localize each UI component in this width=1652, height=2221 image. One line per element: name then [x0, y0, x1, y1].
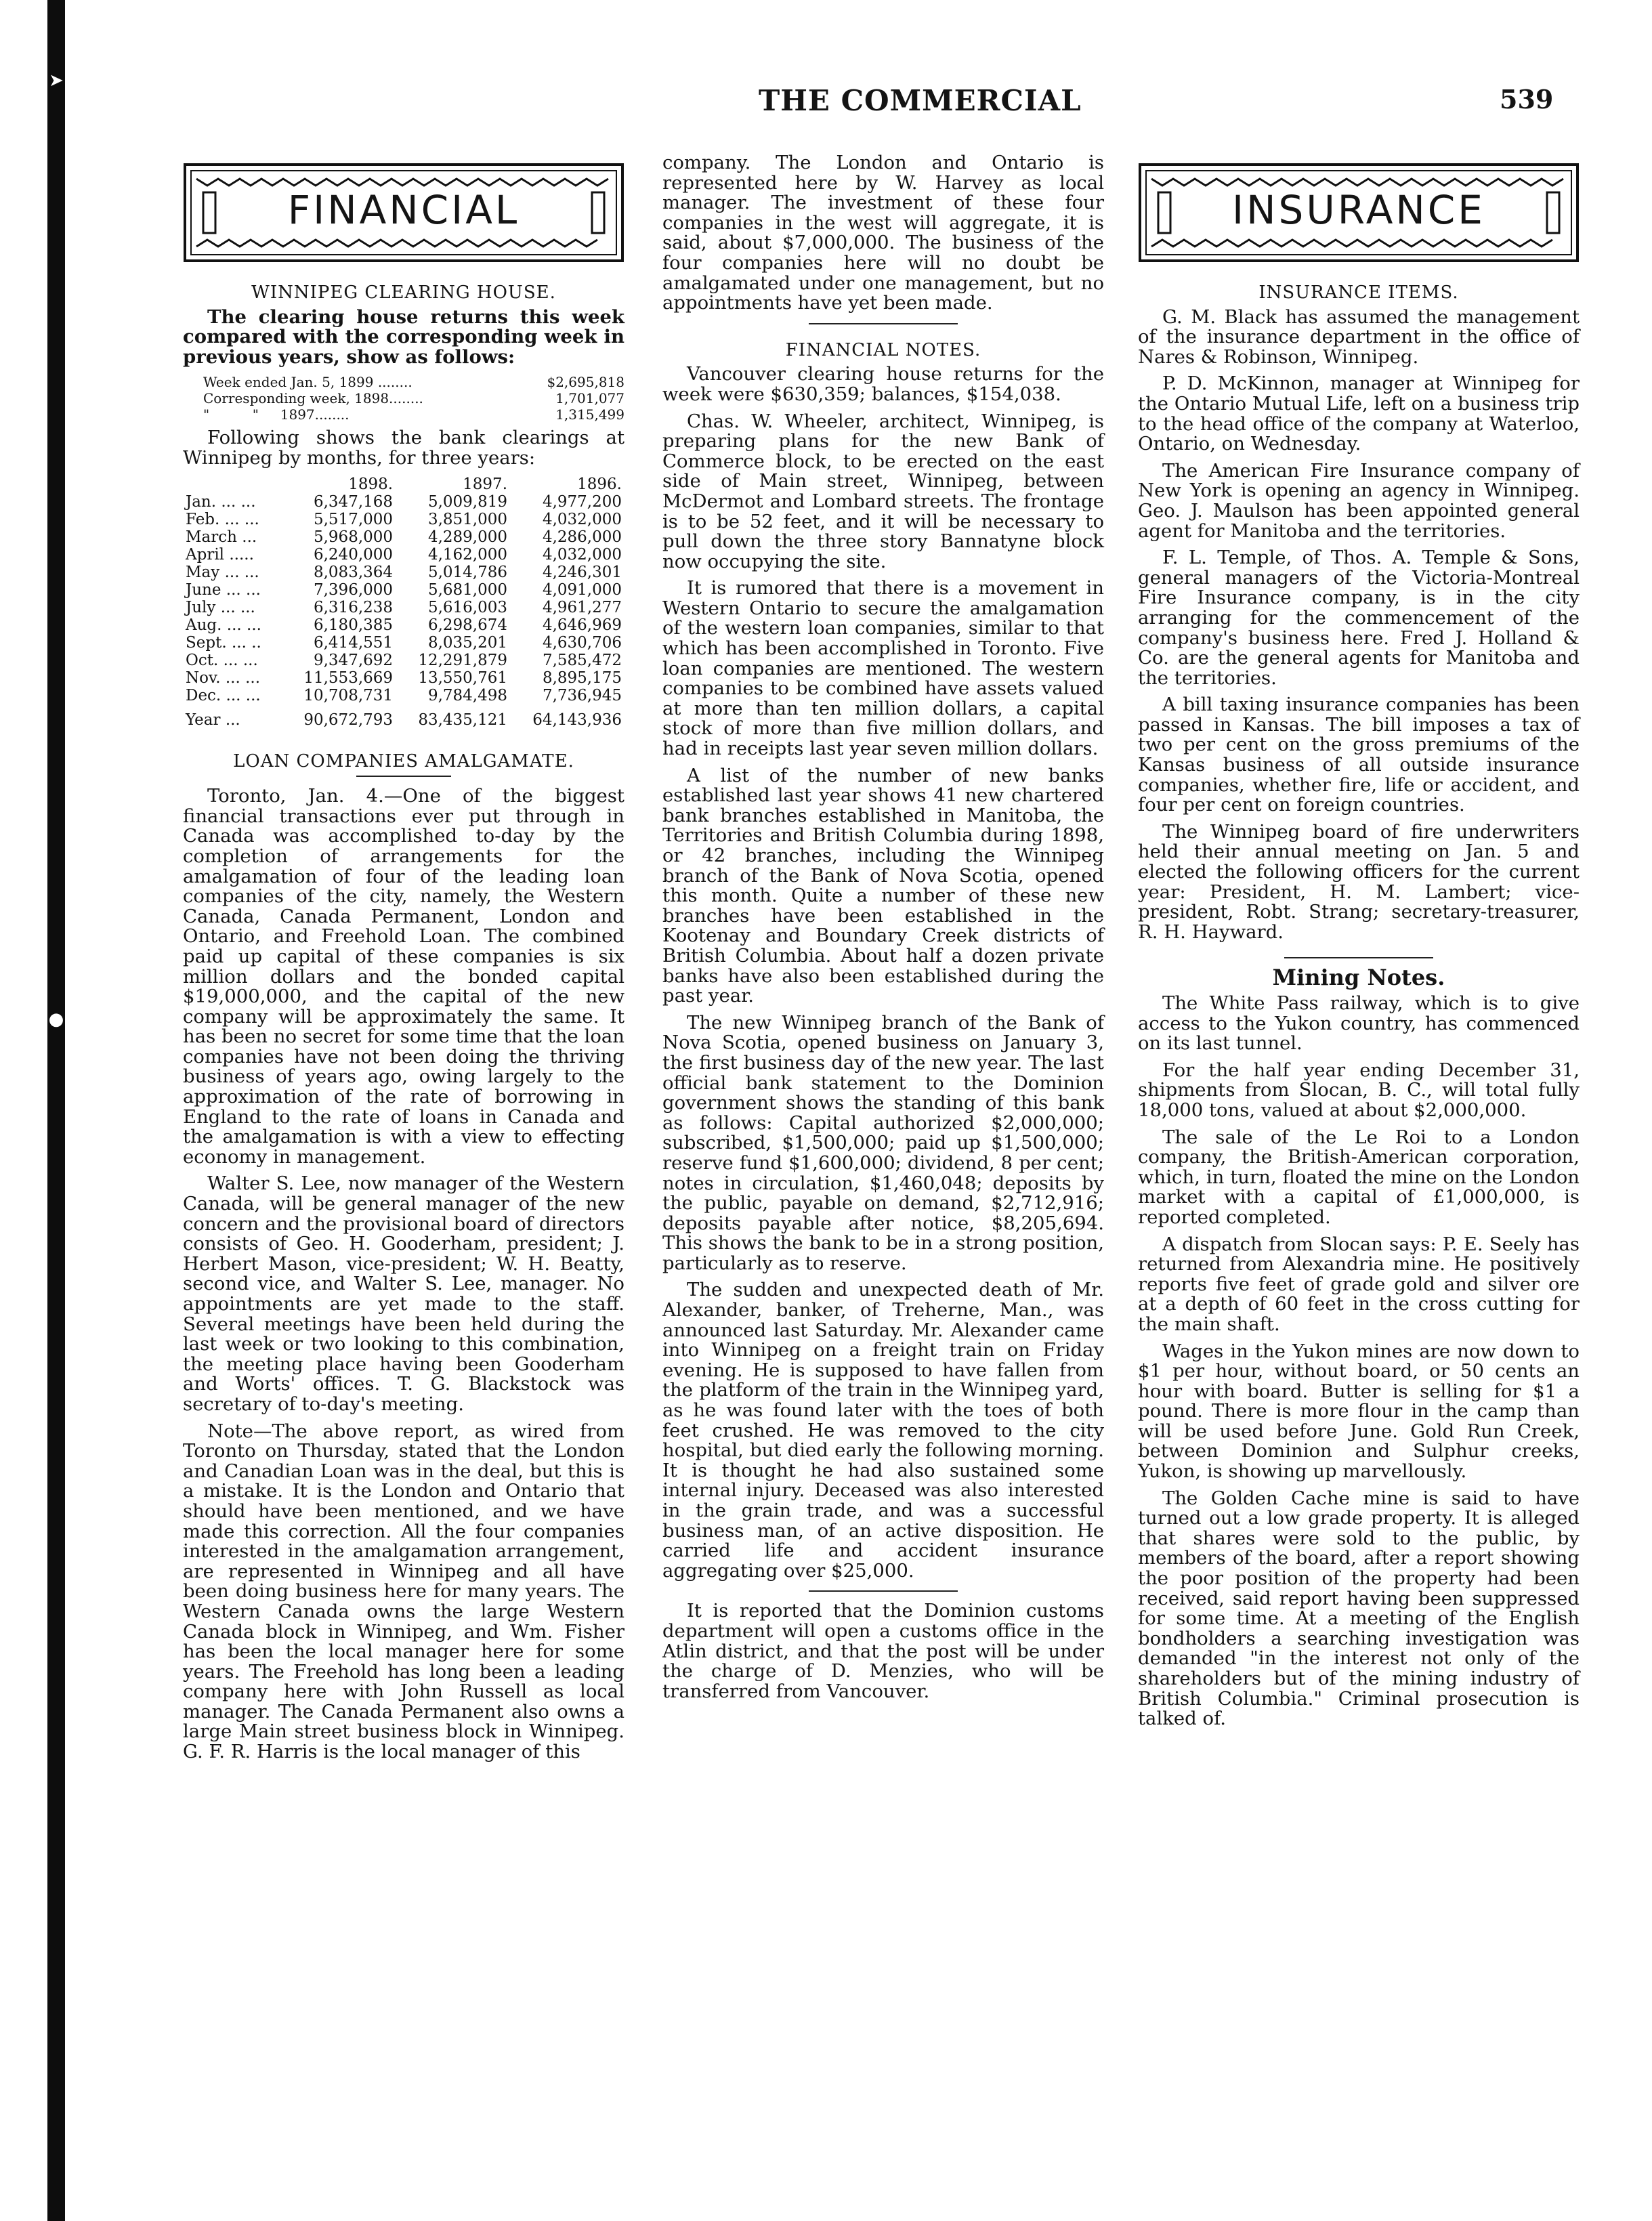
- mining-paragraph: Wages in the Yukon mines are now down to $1 per hour, without board, or 50 cents an hour with board. Butter is selling for $1 a pound. There is more flour in the camp than will be used before June. Gold Run Creek, between Dominion and Sulphur creeks, Yukon, is showing up marvellously.: [1138, 1340, 1580, 1483]
- column-3: [1138, 150, 1580, 1736]
- week-value: $2,695,818: [547, 374, 624, 391]
- table-row: [183, 546, 624, 564]
- column-1: [183, 150, 624, 1769]
- value-1898-cell: 5,517,000: [313, 510, 394, 528]
- total-label-cell: Year ...: [186, 711, 240, 729]
- value-1898-cell: 6,347,168: [313, 492, 394, 511]
- table-row: [183, 616, 624, 634]
- total-1898-cell: 90,672,793: [303, 711, 394, 729]
- financial-note-paragraph: Vancouver clearing house returns for the week were $630,359; balances, $154,038.: [662, 363, 1104, 405]
- value-1898-cell: 11,553,669: [303, 669, 394, 687]
- mining-paragraph: A dispatch from Slocan says: P. E. Seely has returned from Alexandria mine. He positively reports five feet of grade gold and silver ore at a depth of 60 feet in the cross cutting for the main shaft.: [1138, 1233, 1580, 1335]
- spine-dot-icon: ●: [48, 1009, 64, 1030]
- value-1896-cell: 4,961,277: [542, 598, 622, 616]
- mining-paragraph: The White Pass railway, which is to give access to the Yukon country, has commenced on its last tunnel.: [1138, 992, 1580, 1055]
- spine-arrow-icon: ➤: [49, 70, 64, 91]
- table-row: [183, 493, 624, 511]
- value-1897-cell: 13,550,761: [418, 669, 508, 687]
- insurance-paragraph: P. D. McKinnon, manager at Winnipeg for the Ontario Mutual Life, left on a business trip to the head office of the company at Waterloo, Ontario, on Wednesday.: [1138, 373, 1580, 455]
- weekly-clearings: [203, 374, 624, 423]
- insurance-banner-title: INSURANCE: [1232, 187, 1485, 233]
- divider: [809, 1590, 958, 1592]
- insurance-items-heading: INSURANCE ITEMS.: [1258, 282, 1459, 303]
- divider: [356, 776, 451, 777]
- month-cell: Dec. ... ...: [186, 686, 261, 704]
- value-1898-cell: 6,414,551: [313, 633, 394, 652]
- mining-paragraph: For the half year ending December 31, shipments from Slocan, B. C., will total fully 18,000 tons, valued at about $2,000,000.: [1138, 1059, 1580, 1121]
- value-1897-cell: 5,616,003: [427, 598, 508, 616]
- value-1897-cell: 6,298,674: [427, 616, 508, 634]
- loan-paragraph-continued: company. The London and Ontario is represented here by W. Harvey as local manager. The investment of these four companies in the west will aggregate, it is said, about $7,000,000. The business of the four companies here will no doubt be amalgamated under one management, but no appointments have yet been made.: [662, 152, 1104, 314]
- value-1897-cell: 12,291,879: [418, 651, 508, 669]
- value-1896-cell: 4,977,200: [542, 492, 622, 511]
- table-row: [183, 528, 624, 546]
- week-label: " " 1897........: [203, 406, 350, 423]
- divider: [809, 323, 958, 324]
- weekly-row: [203, 374, 624, 390]
- insurance-banner: [1138, 163, 1580, 263]
- table-row: [183, 634, 624, 652]
- value-1898-cell: 6,240,000: [313, 545, 394, 564]
- month-cell: July ... ...: [186, 598, 255, 616]
- mining-paragraph: The Golden Cache mine is said to have turned out a low grade property. It is alleged that shares were sold to the public, by members of the board, after a report showing the poor position of the property had been received, said report having been suppressed for some time. At a meeting of the English bondholders a searching investigation was demanded "in the interest not only of the shareholders but of the mining industry of British Columbia." Criminal prosecution is talked of.: [1138, 1487, 1580, 1730]
- value-1896-cell: 7,736,945: [542, 686, 622, 704]
- value-1897-cell: 5,681,000: [427, 580, 508, 599]
- value-1898-cell: 7,396,000: [313, 580, 394, 599]
- value-1897-cell: 9,784,498: [427, 686, 508, 704]
- weekly-row: [203, 390, 624, 406]
- table-total-row: [183, 704, 624, 729]
- value-1896-cell: 4,246,301: [542, 563, 622, 581]
- monthly-clearings-intro: Following shows the bank clearings at Winnipeg by months, for three years:: [183, 427, 624, 469]
- journal-title: THE COMMERCIAL: [759, 84, 1082, 117]
- week-value: 1,315,499: [555, 406, 624, 423]
- weekly-row: [203, 406, 624, 423]
- table-row: [183, 564, 624, 581]
- loan-paragraph: Walter S. Lee, now manager of the Western Canada, will be general manager of the new concern and the provisional board of directors consists of Geo. H. Gooderham, president; J. Herbert Mason, vice-president; W. H. Beatty, second vice, and Walter S. Lee, manager. No appointments are yet made to the staff. Several meetings have been held during the last week or two looking to this combination, the meeting place having been Gooderham and Worts' offices. T. G. Blackstock was secretary of to-day's meeting.: [183, 1172, 624, 1415]
- value-1896-cell: 4,646,969: [542, 616, 622, 634]
- table-row: [183, 599, 624, 616]
- value-1897-cell: 5,009,819: [427, 492, 508, 511]
- financial-note-paragraph: It is reported that the Dominion customs department will open a customs office in the Atlin district, and that the post will be under the charge of D. Menzies, who will be transferred from Vancouver.: [662, 1600, 1104, 1702]
- month-cell: April .....: [186, 545, 254, 564]
- divider: [1284, 957, 1433, 958]
- financial-notes-heading: FINANCIAL NOTES.: [785, 339, 981, 360]
- month-cell: June ... ...: [186, 580, 261, 599]
- value-1896-cell: 4,032,000: [542, 510, 622, 528]
- financial-note-paragraph: Chas. W. Wheeler, architect, Winnipeg, is preparing plans for the new Bank of Commerce block, to be erected on the east side of Main street, Winnipeg, between McDermot and Lombard streets. The frontage is to be 52 feet, and it will be necessary to pull down the three story Bannatyne block now occupying the site.: [662, 410, 1104, 572]
- value-1896-cell: 4,032,000: [542, 545, 622, 564]
- value-1897-cell: 4,289,000: [427, 528, 508, 546]
- month-cell: Oct. ... ...: [186, 651, 258, 669]
- clearing-house-heading: WINNIPEG CLEARING HOUSE.: [251, 282, 556, 303]
- month-cell: March ...: [186, 528, 257, 546]
- insurance-paragraph: The Winnipeg board of fire underwriters held their annual meeting on Jan. 5 and elected the following officers for the current year: President, H. M. Lambert; vice-president, Robt. Strang; secretary-treasurer, R. H. Hayward.: [1138, 820, 1580, 943]
- value-1898-cell: 6,316,238: [313, 598, 394, 616]
- year-column-header: 1896.: [577, 475, 622, 493]
- value-1896-cell: 8,895,175: [542, 669, 622, 687]
- value-1896-cell: 4,286,000: [542, 528, 622, 546]
- financial-note-paragraph: The new Winnipeg branch of the Bank of Nova Scotia, opened business on January 3, the first business day of the new year. The last official bank statement to the Dominion government shows the standing of this bank as follows: Capital authorized $2,000,000; subscribed, $1,500,000; paid up $1,500,000; reserve fund $1,600,000; dividend, 8 per cent; notes in circulation, $1,460,048; deposits by the public, payable on demand, $2,712,916; deposits payable after notice, $8,205,694. This shows the bank to be in a strong position, particularly as to reserve.: [662, 1011, 1104, 1274]
- table-row: [183, 652, 624, 669]
- mining-paragraph: The sale of the Le Roi to a London company, the British-American corporation, which, in turn, floated the mine on the London market with a capital of £1,000,000, is reported completed.: [1138, 1126, 1580, 1228]
- loan-paragraph: Note—The above report, as wired from Toronto on Thursday, stated that the London and Canadian Loan was in the deal, but this is a mistake. It is the London and Ontario that should have been mentioned, and we have made this correction. All the four companies interested in the amalgamation arrangement, are represented in Winnipeg and all have been doing business here for many years. The Western Canada owns the large Western Canada block in Winnipeg, and Wm. Fisher has been the local manager here for some years. The Freehold has long been a leading company here with John Russell as local manager. The Canada Permanent also owns a large Main street business block in Winnipeg. G. F. R. Harris is the local manager of this: [183, 1420, 624, 1763]
- financial-note-paragraph: A list of the number of new banks established last year shows 41 new chartered bank branches established in Manitoba, the Territories and British Columbia during 1898, or 42 branches, including the Winnipeg branch of the Bank of Nova Scotia, opened this month. Quite a number of these new branches have been established in the Kootenay and Boundary Creek districts of British Columbia. About half a dozen private banks have also been established during the past year.: [662, 764, 1104, 1007]
- total-1897-cell: 83,435,121: [418, 711, 508, 729]
- value-1896-cell: 4,630,706: [542, 633, 622, 652]
- month-cell: Aug. ... ...: [186, 616, 261, 634]
- value-1897-cell: 5,014,786: [427, 563, 508, 581]
- insurance-paragraph: A bill taxing insurance companies has been passed in Kansas. The bill imposes a tax of two per cent on the gross premiums of the Kansas business of all outside insurance companies, whether fire, life or accident, and four per cent on foreign countries.: [1138, 694, 1580, 816]
- month-cell: Jan. ... ...: [186, 492, 256, 511]
- value-1897-cell: 8,035,201: [427, 633, 508, 652]
- table-row: [183, 687, 624, 704]
- table-row: [183, 669, 624, 687]
- table-row: [183, 581, 624, 599]
- month-cell: Nov. ... ...: [186, 669, 261, 687]
- page-spine: [47, 0, 65, 2221]
- month-cell: May ... ...: [186, 563, 259, 581]
- loan-paragraph: Toronto, Jan. 4.—One of the biggest financial transactions ever put through in Canada was accomplished to-day by the completion of arrangements for the amalgamation of four of the leading loan companies of the city, namely, the Western Canada, Canada Permanent, London and Ontario, and Freehold Loan. The combined paid up capital of these companies is six million dollars and the bonded capital $19,000,000, and the capital of the new company will be approximately the same. It has been no secret for some time that the loan companies have not been doing the thriving business of years ago, owing largely to the approximation of the rate of borrowing in England to the rate of loans in Canada and the amalgamation is with a view to effecting economy in management.: [183, 785, 624, 1168]
- insurance-paragraph: The American Fire Insurance company of New York is opening an agency in Winnipeg. Geo. J. Maulson has been appointed general agent for Manitoba and the territories.: [1138, 459, 1580, 542]
- total-1896-cell: 64,143,936: [532, 711, 622, 729]
- month-cell: Sept. ... ..: [186, 633, 261, 652]
- table-header-row: [183, 475, 624, 493]
- week-value: 1,701,077: [555, 390, 624, 407]
- value-1898-cell: 5,968,000: [313, 528, 394, 546]
- year-column-header: 1898.: [348, 475, 394, 493]
- table-body: [183, 493, 624, 729]
- insurance-paragraph: G. M. Black has assumed the management of the insurance department in the office of Nares & Robinson, Winnipeg.: [1138, 305, 1580, 368]
- value-1897-cell: 3,851,000: [427, 510, 508, 528]
- financial-banner: [183, 163, 624, 263]
- value-1896-cell: 4,091,000: [542, 580, 622, 599]
- value-1898-cell: 10,708,731: [303, 686, 394, 704]
- month-cell: Feb. ... ...: [186, 510, 259, 528]
- table-row: [183, 511, 624, 528]
- clearing-house-intro: The clearing house returns this week compared with the corresponding week in previous years, show as follows:: [183, 305, 624, 368]
- month-column-header: [183, 475, 281, 493]
- value-1898-cell: 8,083,364: [313, 563, 394, 581]
- value-1898-cell: 9,347,692: [313, 651, 394, 669]
- value-1896-cell: 7,585,472: [542, 651, 622, 669]
- value-1897-cell: 4,162,000: [427, 545, 508, 564]
- financial-banner-title: FINANCIAL: [287, 187, 520, 233]
- page-header: [0, 80, 1652, 121]
- page-number: 539: [1500, 84, 1554, 114]
- week-label: Week ended Jan. 5, 1899 ........: [203, 374, 412, 391]
- monthly-clearings-table: [183, 475, 624, 729]
- loan-companies-heading: LOAN COMPANIES AMALGAMATE.: [233, 750, 574, 771]
- mining-notes-heading: Mining Notes.: [1272, 965, 1445, 991]
- financial-note-paragraph: It is rumored that there is a movement in Western Ontario to secure the amalgamation of the western loan companies, similar to that which has been accomplished in Toronto. Five loan companies are mentioned. The western companies to be combined have assets valued at more than ten million dollars, a capital stock of more than five million dollars, and had in receipts last year seven million dollars.: [662, 577, 1104, 760]
- column-2: [662, 153, 1104, 1708]
- week-label: Corresponding week, 1898........: [203, 390, 423, 407]
- year-column-header: 1897.: [463, 475, 508, 493]
- value-1898-cell: 6,180,385: [313, 616, 394, 634]
- financial-note-paragraph: The sudden and unexpected death of Mr. Alexander, banker, of Treherne, Man., was announced last Saturday. Mr. Alexander came into Winnipeg on a freight train on Friday evening. He is supposed to have fallen from the platform of the train in the Winnipeg yard, as he was found later with the toes of both feet crushed. He was removed to the city hospital, but died early the following morning. It is thought he had also sustained some internal injury. Deceased was also interested in the grain trade, and was a successful business man, of an active disposition. He carried life and accident insurance aggregating over $25,000.: [662, 1279, 1104, 1582]
- insurance-paragraph: F. L. Temple, of Thos. A. Temple & Sons, general managers of the Victoria-Montreal Fire Insurance company, is in the city arranging for the commencement of the company's business here. Fred J. Holland & Co. are the general agents for Manitoba and the territories.: [1138, 547, 1580, 689]
